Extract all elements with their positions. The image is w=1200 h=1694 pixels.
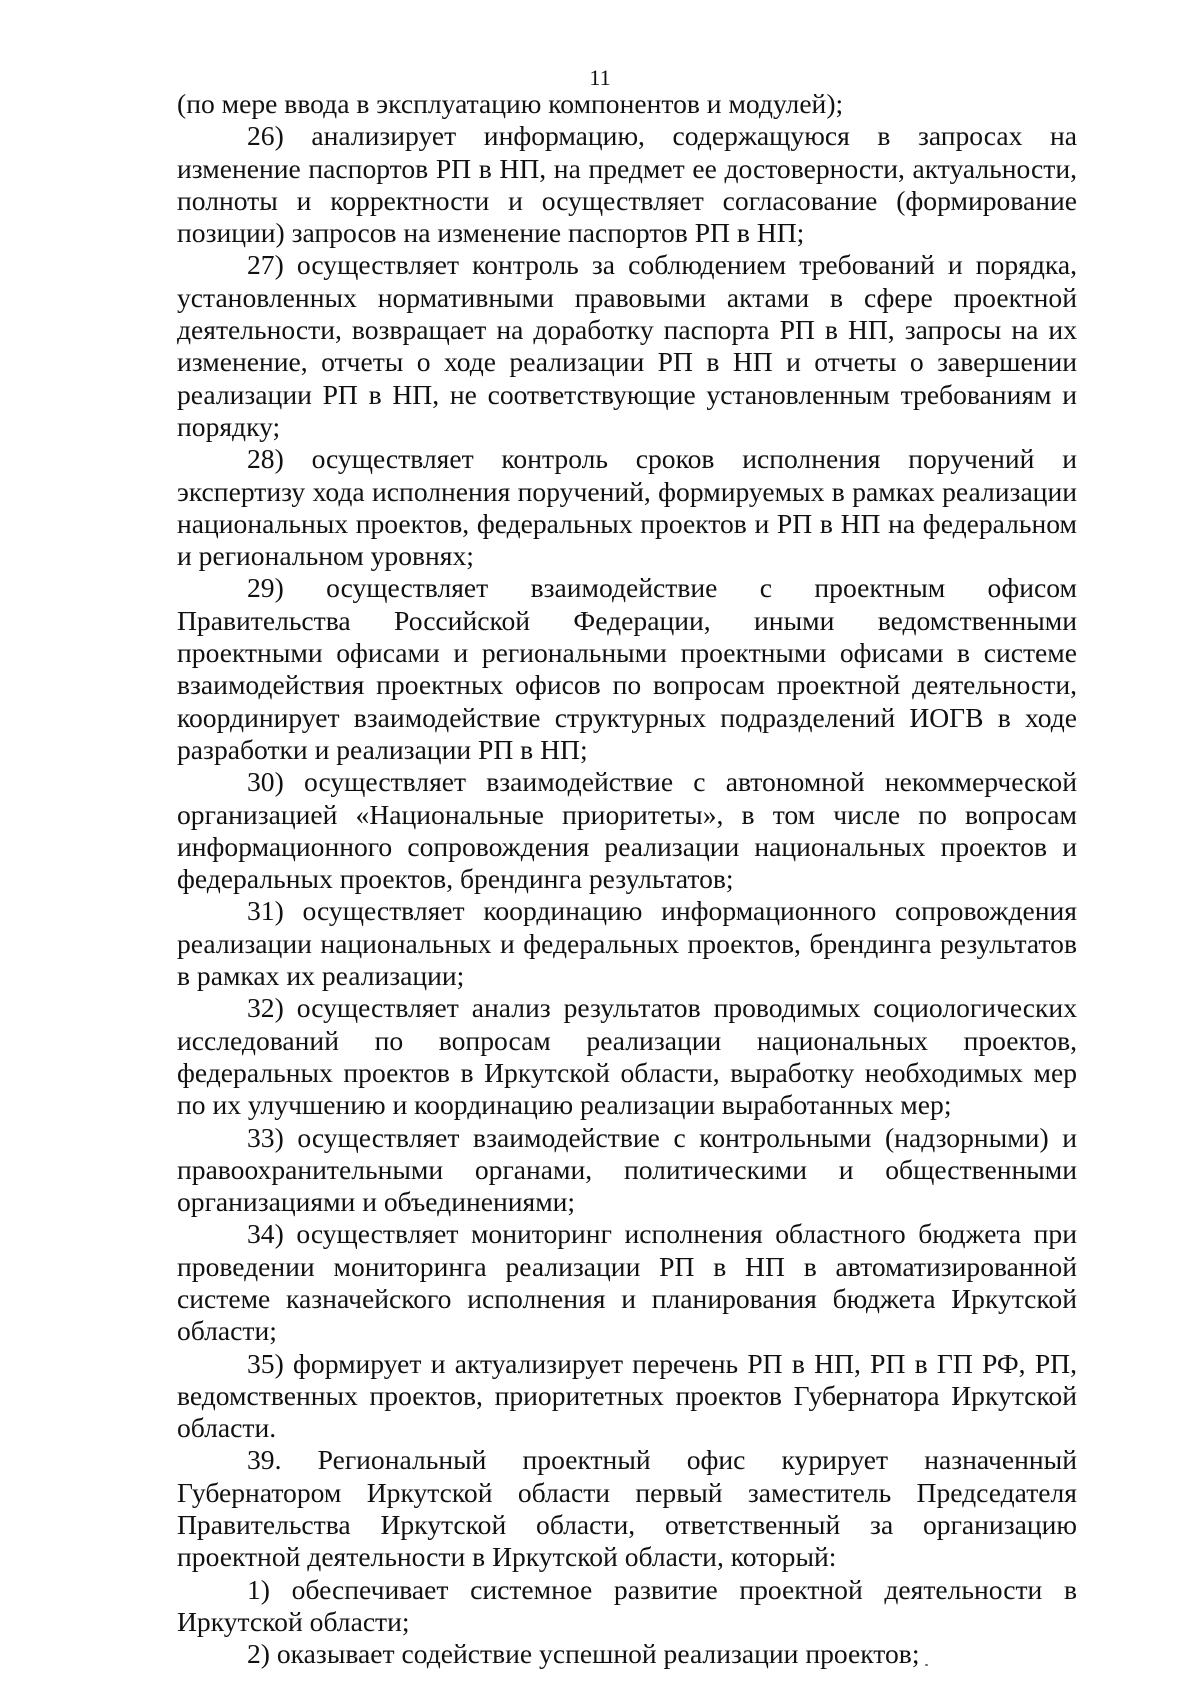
paragraph-subitem-2: 2) оказывает содействие успешной реализации проектов; (247, 1638, 920, 1670)
paragraph-item-32: 32) осуществляет анализ результатов проводимых социологических исследований по вопросам реализации национальных проектов, федеральных проектов в Иркутской области, выработку необходимых мер по их улучшению и координацию реализации выработанных мер; (177, 992, 1077, 1121)
paragraph-section-39: 39. Региональный проектный офис курирует назначенный Губернатором Иркутской области первый заместитель Председателя Правительства Иркутской области, ответственный за организацию проектной деятельности в Иркутской области, который: (177, 1444, 1077, 1573)
paragraph-item-28: 28) осуществляет контроль сроков исполнения поручений и экспертизу хода исполнения поручений, формируемых в рамках реализации национальных проектов, федеральных проектов и РП в НП на федеральном и региональном уровнях; (177, 443, 1077, 572)
paragraph-item-33: 33) осуществляет взаимодействие с контрольными (надзорными) и правоохранительными органами, политическими и общественными организациями и объединениями; (177, 1121, 1077, 1218)
scan-speck (925, 1664, 928, 1666)
page-number: 11 (589, 65, 611, 90)
paragraph-continuation: (по мере ввода в эксплуатацию компонентов и модулей); (177, 88, 844, 119)
paragraph-item-34: 34) осуществляет мониторинг исполнения областного бюджета при проведении мониторинга реализации РП в НП в автоматизированной системе казначейского исполнения и планирования бюджета Иркутской области; (177, 1218, 1077, 1347)
paragraph-item-26: 26) анализирует информацию, содержащуюся в запросах на изменение паспортов РП в НП, на предмет ее достоверности, актуальности, полноты и корректности и осуществляет согласование (формирование позиции) запросов на изменение паспортов РП в НП; (177, 120, 1077, 249)
paragraph-item-27: 27) осуществляет контроль за соблюдением требований и порядка, установленных нормативными правовыми актами в сфере проектной деятельности, возвращает на доработку паспорта РП в НП, запросы на их изменение, отчеты о ходе реализации РП в НП и отчеты о завершении реализации РП в НП, не соответствующие установленным требованиям и порядку; (177, 249, 1077, 442)
paragraph-item-35: 35) формирует и актуализирует перечень РП в НП, РП в ГП РФ, РП, ведомственных проектов, приоритетных проектов Губернатора Иркутской области. (177, 1347, 1077, 1444)
paragraph-subitem-1: 1) обеспечивает системное развитие проектной деятельности в Иркутской области; (177, 1573, 1077, 1637)
document-body (177, 88, 1077, 1671)
paragraph-item-30: 30) осуществляет взаимодействие с автономной некоммерческой организацией «Национальные приоритеты», в том числе по вопросам информационного сопровождения реализации национальных проектов и федеральных проектов, брендинга результатов; (177, 766, 1077, 895)
paragraph-item-31: 31) осуществляет координацию информационного сопровождения реализации национальных и федеральных проектов, брендинга результатов в рамках их реализации; (177, 895, 1077, 992)
paragraph-item-29: 29) осуществляет взаимодействие с проектным офисом Правительства Российской Федерации, иными ведомственными проектными офисами и региональными проектными офисами в системе взаимодействия проектных офисов по вопросам проектной деятельности, координирует взаимодействие структурных подразделений ИОГВ в ходе разработки и реализации РП в НП; (177, 572, 1077, 765)
